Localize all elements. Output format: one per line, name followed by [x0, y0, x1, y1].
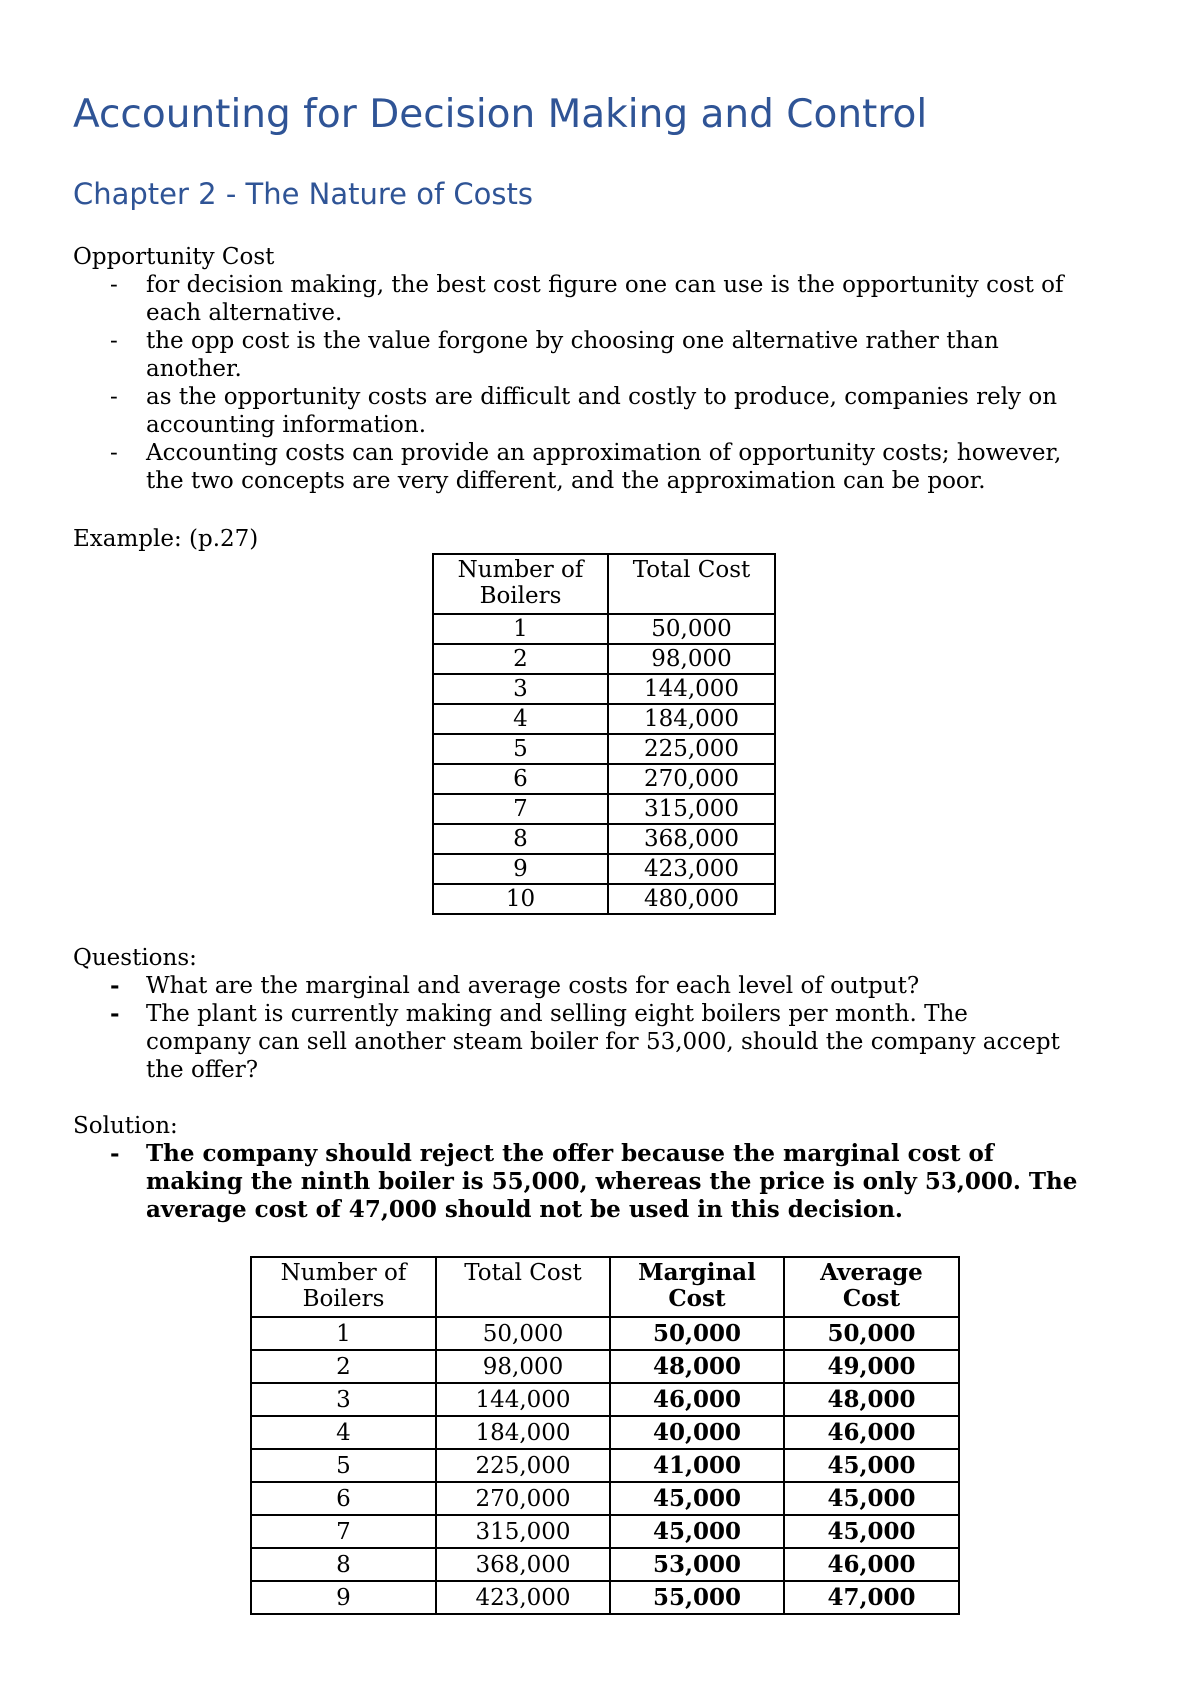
table-cell: 368,000: [436, 1548, 610, 1581]
header-number-of-boilers: Number of Boilers: [251, 1257, 436, 1317]
table-cell: 3: [433, 674, 608, 704]
table-cell: 3: [251, 1383, 436, 1416]
table-header-row: [251, 1257, 959, 1317]
bullet-dash: -: [110, 1140, 120, 1167]
bullet-line: as the opportunity costs are difficult and costly to produce, companies rely on: [146, 384, 1058, 410]
table-cell: 144,000: [436, 1383, 610, 1416]
table-row: [433, 674, 775, 704]
example-cost-table: [432, 553, 776, 915]
table-cell: 7: [433, 794, 608, 824]
table-row: [433, 614, 775, 644]
table-header-row: [433, 554, 775, 614]
bullet-dash: -: [110, 384, 118, 410]
header-average-cost: Average Cost: [784, 1257, 959, 1317]
bullet-line: making the ninth boiler is 55,000, whereas the price is only 53,000. The: [146, 1168, 1078, 1195]
table-row: [251, 1383, 959, 1416]
header-total-cost: Total Cost: [436, 1257, 610, 1317]
list-item: [73, 972, 1153, 1000]
table-cell: 98,000: [608, 644, 775, 674]
table-row: [433, 884, 775, 914]
chapter-heading: Chapter 2 - The Nature of Costs: [73, 177, 533, 211]
table-cell: 2: [251, 1350, 436, 1383]
table-cell: 10: [433, 884, 608, 914]
table-cell: 270,000: [436, 1482, 610, 1515]
table-cell: 2: [433, 644, 608, 674]
table-row: [251, 1317, 959, 1350]
table-cell: 315,000: [608, 794, 775, 824]
table-cell: 50,000: [610, 1317, 784, 1350]
table-row: [433, 704, 775, 734]
list-item: [73, 383, 1153, 439]
table-row: [433, 734, 775, 764]
table-cell: 5: [251, 1449, 436, 1482]
table-cell: 6: [433, 764, 608, 794]
table-row: [433, 764, 775, 794]
bullet-line: the offer?: [146, 1057, 259, 1083]
table-cell: 50,000: [608, 614, 775, 644]
table-cell: 50,000: [784, 1317, 959, 1350]
table-row: [251, 1449, 959, 1482]
table-cell: 55,000: [610, 1581, 784, 1614]
table-cell: 8: [433, 824, 608, 854]
questions-heading: Questions:: [73, 945, 197, 971]
table-cell: 48,000: [610, 1350, 784, 1383]
table-cell: 1: [251, 1317, 436, 1350]
table-row: [251, 1482, 959, 1515]
bullet-line: The company should reject the offer because the marginal cost of: [146, 1140, 994, 1167]
table-row: [251, 1581, 959, 1614]
table-cell: 49,000: [784, 1350, 959, 1383]
header-total-cost: Total Cost: [608, 554, 775, 614]
bullet-dash: -: [110, 328, 118, 354]
bullet-line: company can sell another steam boiler for 53,000, should the company accept: [146, 1029, 1060, 1055]
table-cell: 5: [433, 734, 608, 764]
table-cell: 184,000: [608, 704, 775, 734]
table-cell: 4: [433, 704, 608, 734]
header-number-of-boilers: Number of Boilers: [433, 554, 608, 614]
table-cell: 423,000: [608, 854, 775, 884]
bullet-line: the two concepts are very different, and the approximation can be poor.: [146, 468, 986, 494]
table-cell: 225,000: [436, 1449, 610, 1482]
bullet-line: for decision making, the best cost figure one can use is the opportunity cost of: [146, 272, 1064, 298]
bullet-dash: -: [110, 440, 118, 466]
table-cell: 9: [251, 1581, 436, 1614]
list-item: [73, 1000, 1153, 1084]
table-row: [433, 824, 775, 854]
table-cell: 46,000: [784, 1416, 959, 1449]
table-cell: 46,000: [784, 1548, 959, 1581]
bullet-line: another.: [146, 356, 242, 382]
bullet-line: the opp cost is the value forgone by choosing one alternative rather than: [146, 328, 999, 354]
table-cell: 7: [251, 1515, 436, 1548]
opportunity-cost-heading: Opportunity Cost: [73, 244, 275, 270]
bullet-line: The plant is currently making and selling eight boilers per month. The: [146, 1001, 968, 1027]
table-cell: 4: [251, 1416, 436, 1449]
table-row: [251, 1350, 959, 1383]
table-cell: 9: [433, 854, 608, 884]
table-cell: 270,000: [608, 764, 775, 794]
table-cell: 225,000: [608, 734, 775, 764]
table-cell: 8: [251, 1548, 436, 1581]
table-cell: 45,000: [784, 1515, 959, 1548]
table-cell: 480,000: [608, 884, 775, 914]
bullet-line: What are the marginal and average costs for each level of output?: [146, 973, 920, 999]
table-cell: 48,000: [784, 1383, 959, 1416]
table-cell: 45,000: [610, 1482, 784, 1515]
solution-list: [73, 1140, 1153, 1224]
list-item: [73, 1140, 1153, 1224]
table-cell: 6: [251, 1482, 436, 1515]
table-cell: 50,000: [436, 1317, 610, 1350]
questions-list: [73, 972, 1153, 1084]
table-cell: 368,000: [608, 824, 775, 854]
opportunity-cost-list: [73, 271, 1153, 495]
document-title: Accounting for Decision Making and Control: [73, 92, 928, 137]
bullet-dash: -: [110, 972, 120, 999]
header-marginal-cost: Marginal Cost: [610, 1257, 784, 1317]
bullet-dash: -: [110, 1000, 120, 1027]
table-cell: 45,000: [784, 1449, 959, 1482]
table-row: [251, 1416, 959, 1449]
example-label: Example: (p.27): [73, 526, 259, 552]
table-cell: 1: [433, 614, 608, 644]
table-row: [433, 644, 775, 674]
table-cell: 45,000: [610, 1515, 784, 1548]
table-row: [251, 1548, 959, 1581]
marginal-average-cost-table: [250, 1256, 960, 1615]
table-cell: 40,000: [610, 1416, 784, 1449]
table-cell: 184,000: [436, 1416, 610, 1449]
table-cell: 315,000: [436, 1515, 610, 1548]
list-item: [73, 271, 1153, 327]
table-row: [433, 794, 775, 824]
bullet-dash: -: [110, 272, 118, 298]
table-row: [251, 1515, 959, 1548]
solution-heading: Solution:: [73, 1113, 178, 1139]
table-cell: 41,000: [610, 1449, 784, 1482]
bullet-line: average cost of 47,000 should not be used in this decision.: [146, 1196, 903, 1223]
table-cell: 423,000: [436, 1581, 610, 1614]
table-cell: 47,000: [784, 1581, 959, 1614]
table-row: [433, 854, 775, 884]
bullet-line: each alternative.: [146, 300, 343, 326]
list-item: [73, 327, 1153, 383]
table-cell: 53,000: [610, 1548, 784, 1581]
bullet-line: Accounting costs can provide an approximation of opportunity costs; however,: [146, 440, 1062, 466]
table-cell: 144,000: [608, 674, 775, 704]
list-item: [73, 439, 1153, 495]
bullet-line: accounting information.: [146, 412, 427, 438]
table-cell: 46,000: [610, 1383, 784, 1416]
table-cell: 98,000: [436, 1350, 610, 1383]
table-cell: 45,000: [784, 1482, 959, 1515]
